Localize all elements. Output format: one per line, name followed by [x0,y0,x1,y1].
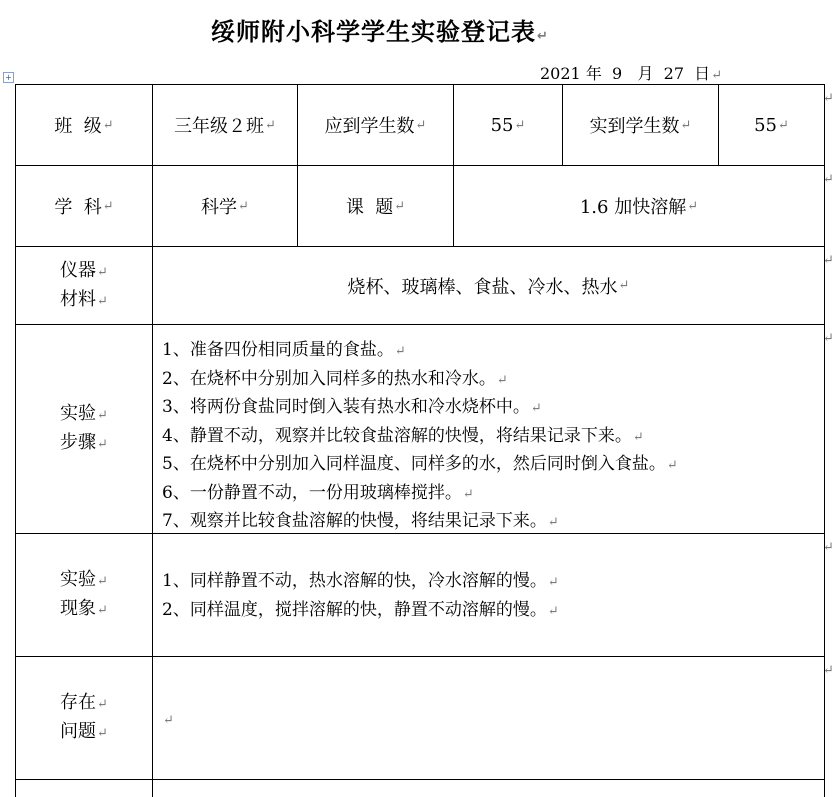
phenomenon-item: 2、同样温度，搅拌溶解的快，静置不动溶解的慢。↵ [162,599,559,620]
row-end-mark: ↵ [823,540,834,555]
steps-list [162,337,678,537]
table-move-handle-icon[interactable]: + [3,72,14,83]
subject-value: 科学 ↵ [201,197,249,218]
row-end-mark: ↵ [823,172,834,187]
row-end-mark: ↵ [823,253,834,268]
subject-label: 学 科 ↵ [54,197,114,218]
step-item: 6、一份静置不动，一份用玻璃棒搅拌。↵ [162,482,474,503]
step-item: 7、观察并比较食盐溶解的快慢，将结果记录下来。↵ [162,511,559,531]
class-value: 三年级２班 ↵ [174,116,276,137]
row-end-mark: ↵ [823,91,834,106]
phenomena-label: 实验↵ 现象↵ [60,569,108,619]
row-end-mark: ↵ [823,663,834,678]
form-date: 2021 年 9 月 27 日↵ [540,64,723,83]
step-item: 5、在烧杯中分别加入同样温度、同样多的水，然后同时倒入食盐。↵ [162,454,678,474]
steps-label: 实验↵ 步骤↵ [60,403,108,453]
step-item: 1、准备四份相同质量的食盐。↵ [162,340,406,360]
actual-students-label: 实到学生数 ↵ [589,116,692,137]
expected-students-value: 55 ↵ [490,114,526,136]
topic-label: 课 题 ↵ [345,197,406,218]
step-item: 3、将两份食盐同时倒入装有热水和冷水烧杯中。↵ [162,397,542,417]
form-title: 绥师附小科学学生实验登记表↵ [211,18,549,46]
phenomenon-item: 1、同样静置不动，热水溶解的快，冷水溶解的慢。↵ [162,571,559,591]
actual-students-value: 55 ↵ [754,114,789,136]
step-item: 4、静置不动，观察并比较食盐溶解的快慢，将结果记录下来。↵ [162,425,644,446]
expected-students-label: 应到学生数 ↵ [324,116,427,137]
step-item: 2、在烧杯中分别加入同样多的热水和冷水。↵ [162,368,508,389]
topic-value: 1.6 加快溶解 ↵ [579,197,699,218]
materials-value: 烧杯、玻璃棒、食盐、冷水、热水 ↵ [347,276,630,298]
problems-value[interactable]: ↵ [163,713,174,728]
problems-label: 存在↵ 问题↵ [60,692,108,742]
materials-label: 仪器↵ 材料↵ [60,259,108,310]
class-label: 班 级 ↵ [54,116,114,137]
row-end-mark: ↵ [823,331,834,346]
phenomena-list [162,568,559,625]
